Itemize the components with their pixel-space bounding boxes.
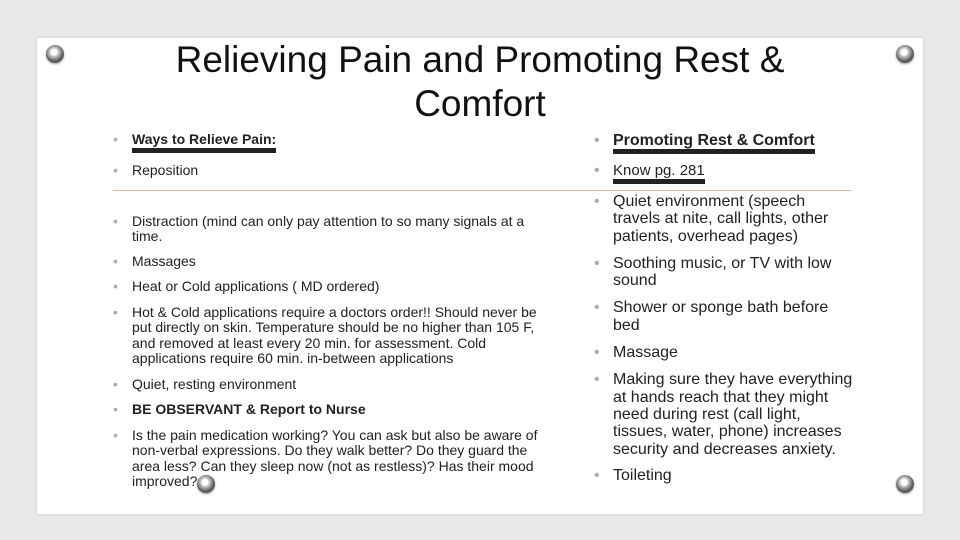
rest-comfort-list [594,132,854,484]
list-item-text: Know pg. 281 [613,163,705,184]
list-item-text: Soothing music, or TV with low sound [613,254,832,290]
bullet-icon: • [594,299,600,317]
slide-title: Relieving Pain and Promoting Rest & Comfort [175,39,785,124]
list-item-text: Making sure they have everything at hands reach that they might need during rest (call light, tissues, water, phone) increases security and decreases anxiety. [613,371,853,458]
list-item [113,214,553,245]
bullet-icon: • [113,375,118,392]
list-item [113,428,553,490]
list-item [594,371,854,457]
list-item-text: Massages [132,252,196,269]
list-item-text: Is the pain medication working? You can ask but also be aware of non-verbal expressions. Do they walk better? Do they guard the area less? Can they sleep now (not as restless)? Has their mood improved? [132,426,538,489]
bullet-icon: • [113,212,118,229]
bullet-icon: • [113,162,118,178]
list-item [113,377,553,393]
list-item [113,305,553,367]
bullet-icon: • [113,252,118,269]
list-item-text: Quiet, resting environment [132,375,297,392]
pushpin-icon [896,45,914,63]
pushpin-icon [896,475,914,493]
bullet-icon: • [594,132,600,149]
bullet-icon: • [594,193,600,210]
list-item [113,402,553,418]
list-item-text: Massage [613,344,678,362]
list-item-text: Toileting [613,466,672,484]
pushpin-icon [46,45,64,63]
list-item [594,193,854,245]
list-item [113,279,553,295]
list-item-text: Shower or sponge bath before bed [613,299,829,334]
list-item [594,255,854,290]
bullet-icon: • [113,278,118,294]
list-item [594,344,854,361]
bullet-icon: • [594,466,600,484]
list-item [113,254,553,270]
list-item [594,467,854,484]
list-item-text: Distraction (mind can only pay attention to so many signals at a time. [132,212,525,244]
list-item-text: Hot & Cold applications require a doctors order!! Should never be put directly on skin. Temperature should be no higher than 105 F, and removed at least every 20 min. for assessment. Cold applications require 60 min. in-between applications [132,303,537,366]
list-item-text: BE OBSERVANT & Report to Nurse [132,401,366,417]
bullet-icon: • [594,371,600,389]
list-item [594,132,854,154]
bullet-icon: • [113,401,118,417]
section-heading: Ways to Relieve Pain: [132,132,276,153]
bullet-icon: • [113,426,118,443]
list-item-text: Reposition [132,162,199,178]
list-item [594,162,854,184]
section-heading: Promoting Rest & Comfort [613,133,815,154]
bullet-icon: • [594,344,600,362]
list-item-text: Quiet environment (speech travels at nite, call lights, other patients, overhead pages) [613,193,829,245]
bullet-icon: • [113,303,118,320]
pain-relief-list [113,132,553,490]
list-item [113,163,553,179]
list-item-text: Heat or Cold applications ( MD ordered) [132,278,380,294]
bullet-icon: • [113,131,118,147]
list-item [113,132,553,153]
bullet-icon: • [594,162,600,179]
bullet-icon: • [594,254,600,272]
list-item [594,299,854,334]
